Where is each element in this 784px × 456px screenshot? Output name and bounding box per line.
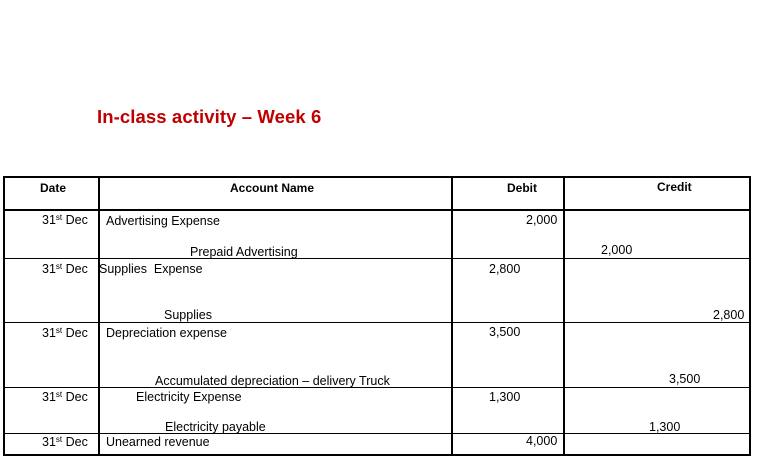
- credit-amount: 1,300: [649, 420, 681, 434]
- row-date: 31st Dec: [42, 435, 88, 449]
- journal-table: [3, 176, 751, 456]
- debit-account: Supplies Expense: [99, 262, 203, 276]
- row-divider: [5, 258, 749, 259]
- page-title: In-class activity – Week 6: [97, 106, 322, 127]
- row-date: 31st Dec: [42, 390, 88, 404]
- debit-amount: 2,800: [489, 262, 521, 276]
- debit-account: Electricity Expense: [136, 390, 242, 404]
- debit-amount: 4,000: [526, 434, 558, 448]
- credit-account: Prepaid Advertising: [190, 245, 298, 259]
- row-date: 31st Dec: [42, 213, 88, 227]
- credit-account: Electricity payable: [165, 420, 266, 434]
- column-divider: [451, 178, 453, 454]
- debit-account: Unearned revenue: [106, 435, 210, 449]
- header-divider: [5, 209, 749, 211]
- debit-amount: 2,000: [526, 213, 558, 227]
- row-date: 31st Dec: [42, 326, 88, 340]
- credit-amount: 2,800: [713, 308, 745, 322]
- credit-amount: 3,500: [669, 372, 701, 386]
- header-account-name: Account Name: [230, 181, 315, 195]
- row-divider: [5, 433, 749, 434]
- column-divider: [563, 178, 565, 454]
- header-date: Date: [40, 181, 67, 195]
- credit-account: Accumulated depreciation – delivery Truck: [155, 374, 390, 388]
- header-debit: Debit: [507, 181, 537, 195]
- row-divider: [5, 322, 749, 323]
- credit-amount: 2,000: [601, 243, 633, 257]
- credit-account: Supplies: [164, 308, 212, 322]
- debit-amount: 1,300: [489, 390, 521, 404]
- debit-account: Advertising Expense: [106, 214, 220, 228]
- header-credit: Credit: [657, 180, 692, 194]
- debit-account: Depreciation expense: [106, 326, 227, 340]
- row-date: 31st Dec: [42, 262, 88, 276]
- debit-amount: 3,500: [489, 325, 521, 339]
- column-divider: [98, 178, 100, 454]
